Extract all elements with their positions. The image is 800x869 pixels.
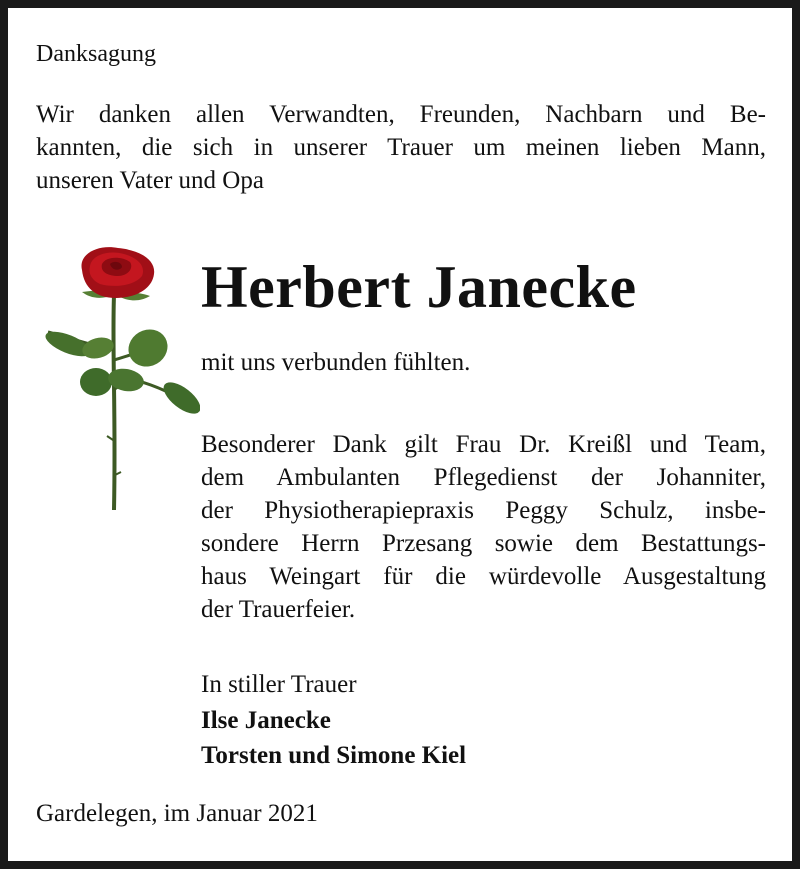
thanks-line: Besonderer Dank gilt Frau Dr. Kreißl und Team,: [201, 431, 766, 458]
mourning-intro: In stiller Trauer: [201, 671, 357, 698]
place-date: Gardelegen, im Januar 2021: [36, 800, 318, 827]
thanks-line: haus Weingart für die würdevolle Ausgestaltung: [201, 563, 766, 590]
thanks-line: der Physiotherapiepraxis Peggy Schulz, insbe-: [201, 497, 766, 524]
obituary-notice: [8, 8, 792, 861]
intro-paragraph: [36, 98, 766, 197]
intro-line: kannten, die sich in unserer Trauer um meinen lieben Mann,: [36, 134, 766, 161]
notice-heading: Danksagung: [36, 41, 156, 67]
thanks-paragraph: [201, 428, 766, 626]
intro-line: Wir danken allen Verwandten, Freunden, Nachbarn und Be-: [36, 101, 766, 128]
thanks-line: der Trauerfeier.: [201, 596, 356, 623]
intro-line: unseren Vater und Opa: [36, 167, 264, 194]
red-rose-image: [30, 240, 200, 515]
mourner-name: Ilse Janecke: [201, 707, 331, 734]
thanks-line: sondere Herrn Przesang sowie dem Bestattungs-: [201, 530, 766, 557]
thanks-line: dem Ambulanten Pflegedienst der Johanniter,: [201, 464, 766, 491]
mourner-name: Torsten und Simone Kiel: [201, 742, 467, 769]
deceased-name: Herbert Janecke: [201, 254, 637, 320]
connected-text: mit uns verbunden fühlten.: [201, 349, 471, 376]
